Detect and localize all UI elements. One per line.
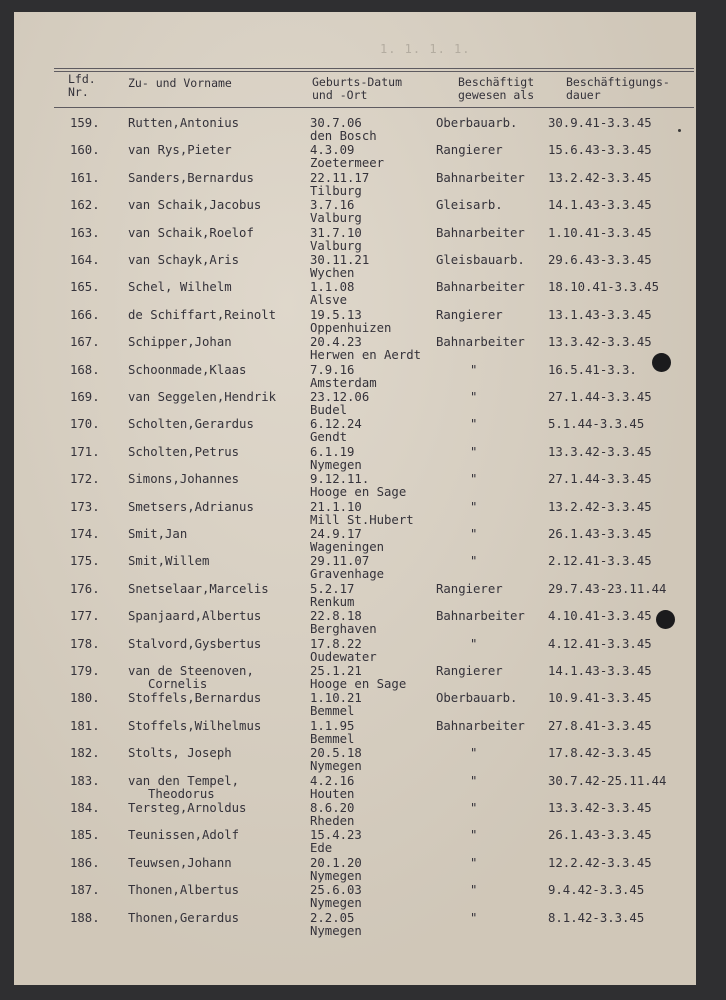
birth-date: 17.8.22 (310, 636, 362, 651)
birth-place: Nymegen (310, 923, 362, 938)
birth-date: 5.2.17 (310, 581, 355, 596)
punch-hole-top (652, 353, 671, 372)
occupation: " (470, 499, 478, 514)
row-number: 178. (70, 636, 100, 651)
employment-duration: 8.1.42-3.3.45 (548, 910, 645, 925)
person-name: Tersteg,Arnoldus (128, 801, 247, 815)
occupation: " (470, 773, 478, 788)
birth-place: Zoetermeer (310, 156, 385, 171)
birth-date: 20.1.20 (310, 855, 362, 870)
birth-place: Tilburg (310, 183, 362, 198)
header-job: Beschäftigt gewesen als (458, 75, 535, 102)
birth-date: 4.3.09 (310, 143, 355, 158)
row-number: 183. (70, 773, 100, 788)
birth-date: 31.7.10 (310, 225, 362, 240)
person-name: Scholten,Gerardus (128, 417, 254, 432)
birth-date: 1.10.21 (310, 691, 362, 706)
occupation: " (470, 910, 478, 925)
employment-duration: 27.1.44-3.3.45 (548, 472, 652, 487)
employment-duration: 17.8.42-3.3.45 (548, 746, 652, 761)
birth-place: Valburg (310, 211, 362, 226)
occupation: " (470, 362, 478, 377)
birth-place: Amsterdam (310, 375, 377, 390)
birth-place: Alsve (310, 293, 348, 308)
occupation: Rangierer (436, 664, 503, 678)
occupation: Bahnarbeiter (436, 225, 525, 240)
birth-date: 21.1.10 (310, 499, 362, 514)
birth-date: 20.4.23 (310, 335, 362, 350)
birth-place: Oppenhuizen (310, 320, 392, 335)
person-name: van Seggelen,Hendrik (128, 390, 277, 404)
birth-date: 22.8.18 (310, 609, 362, 624)
occupation: Bahnarbeiter (436, 718, 525, 733)
employment-duration: 26.1.43-3.3.45 (548, 527, 652, 541)
occupation: Bahnarbeiter (436, 170, 525, 185)
employment-duration: 16.5.41-3.3. (548, 362, 637, 377)
row-number: 175. (70, 554, 100, 569)
row-number: 168. (70, 362, 100, 377)
birth-date: 24.9.17 (310, 527, 362, 541)
person-name-continued: Cornelis (148, 677, 208, 691)
employment-duration: 29.7.43-23.11.44 (548, 581, 667, 596)
birth-place: Valburg (310, 238, 362, 253)
occupation: " (470, 554, 478, 569)
birth-place: Ede (310, 841, 333, 856)
row-number: 188. (70, 910, 100, 925)
employment-duration: 12.2.42-3.3.45 (548, 855, 652, 870)
occupation: " (470, 444, 478, 459)
row-number: 182. (70, 746, 100, 761)
birth-place: Rheden (310, 814, 355, 828)
person-name: van Schayk,Aris (128, 253, 240, 267)
birth-date: 7.9.16 (310, 362, 355, 377)
birth-date: 6.12.24 (310, 417, 362, 432)
birth-place: Houten (310, 786, 355, 801)
header-bottom-rule (54, 107, 694, 108)
row-number: 180. (70, 691, 100, 706)
employment-duration: 2.12.41-3.3.45 (548, 554, 652, 569)
employment-duration: 13.1.43-3.3.45 (548, 307, 652, 322)
person-name: Stalvord,Gysbertus (128, 636, 262, 651)
person-name: Thonen,Gerardus (128, 910, 240, 925)
person-name: Simons,Johannes (128, 472, 240, 487)
row-number: 179. (70, 664, 100, 678)
birth-place: Nymegen (310, 457, 362, 472)
person-name: Stoffels,Wilhelmus (128, 718, 262, 733)
birth-place: Wageningen (310, 540, 385, 554)
birth-date: 19.5.13 (310, 307, 362, 322)
occupation: Rangierer (436, 143, 503, 158)
person-name: Scholten,Petrus (128, 444, 240, 459)
person-name: Snetselaar,Marcelis (128, 581, 269, 596)
row-number: 169. (70, 390, 100, 404)
birth-date: 29.11.07 (310, 554, 370, 569)
header-name: Zu- und Vorname (128, 76, 232, 90)
birth-place: Nymegen (310, 868, 362, 883)
birth-date: 25.6.03 (310, 883, 362, 898)
person-name: Sanders,Bernardus (128, 170, 254, 185)
birth-date: 30.7.06 (310, 116, 362, 130)
person-name: van de Steenoven, (128, 664, 254, 678)
employment-duration: 5.1.44-3.3.45 (548, 417, 645, 432)
faint-stamp: 1. 1. 1. 1. (380, 42, 471, 56)
person-name-continued: Theodorus (148, 786, 215, 801)
row-number: 173. (70, 499, 100, 514)
row-number: 185. (70, 828, 100, 843)
employment-duration: 13.3.42-3.3.45 (548, 444, 652, 459)
employment-duration: 18.10.41-3.3.45 (548, 280, 660, 295)
employment-duration: 1.10.41-3.3.45 (548, 225, 652, 240)
person-name: Teunissen,Adolf (128, 828, 240, 843)
birth-date: 1.1.95 (310, 718, 355, 733)
employment-duration: 4.10.41-3.3.45 (548, 609, 652, 624)
birth-place: Budel (310, 403, 348, 417)
employment-duration: 15.6.43-3.3.45 (548, 143, 652, 158)
occupation: " (470, 417, 478, 432)
employment-duration: 10.9.41-3.3.45 (548, 691, 652, 706)
person-name: Schoonmade,Klaas (128, 362, 247, 377)
occupation: Bahnarbeiter (436, 280, 525, 295)
employment-duration: 26.1.43-3.3.45 (548, 828, 652, 843)
header-top-rule (54, 68, 694, 69)
header-duration: Beschäftigungs- dauer (566, 75, 670, 102)
row-number: 172. (70, 472, 100, 487)
birth-place: Nymegen (310, 896, 362, 911)
birth-date: 23.12.06 (310, 390, 370, 404)
row-number: 174. (70, 527, 100, 541)
occupation: " (470, 636, 478, 651)
person-name: van Rys,Pieter (128, 143, 232, 158)
person-name: Schel, Wilhelm (128, 280, 232, 295)
occupation: " (470, 828, 478, 843)
table-row (14, 911, 696, 965)
occupation: Rangierer (436, 581, 503, 596)
birth-date: 30.11.21 (310, 253, 370, 267)
employment-duration: 13.2.42-3.3.45 (548, 499, 652, 514)
punch-hole-bottom (656, 610, 675, 629)
person-name: Smit,Jan (128, 527, 188, 541)
employment-duration: 13.2.42-3.3.45 (548, 170, 652, 185)
occupation: " (470, 390, 478, 404)
row-number: 177. (70, 609, 100, 624)
birth-date: 20.5.18 (310, 746, 362, 761)
birth-date: 8.6.20 (310, 801, 355, 815)
row-number: 167. (70, 335, 100, 350)
person-name: van den Tempel, (128, 773, 240, 788)
occupation: " (470, 883, 478, 898)
occupation: " (470, 527, 478, 541)
occupation: " (470, 746, 478, 761)
birth-date: 1.1.08 (310, 280, 355, 295)
person-name: Stolts, Joseph (128, 746, 232, 761)
row-number: 181. (70, 718, 100, 733)
occupation: Bahnarbeiter (436, 335, 525, 350)
row-number: 186. (70, 855, 100, 870)
occupation: " (470, 801, 478, 815)
employment-duration: 30.7.42-25.11.44 (548, 773, 667, 788)
ink-speck (678, 129, 681, 132)
birth-date: 9.12.11. (310, 472, 370, 487)
birth-place: Bemmel (310, 704, 355, 719)
row-number: 165. (70, 280, 100, 295)
employment-duration: 27.1.44-3.3.45 (548, 390, 652, 404)
person-name: Smetsers,Adrianus (128, 499, 254, 514)
employment-duration: 14.1.43-3.3.45 (548, 664, 652, 678)
employment-duration: 13.3.42-3.3.45 (548, 801, 652, 815)
birth-place: Herwen en Aerdt (310, 348, 422, 363)
employment-duration: 9.4.42-3.3.45 (548, 883, 645, 898)
person-name: Stoffels,Bernardus (128, 691, 262, 706)
header-top-rule-double (54, 71, 694, 72)
birth-date: 3.7.16 (310, 198, 355, 213)
row-number: 176. (70, 581, 100, 596)
header-birth: Geburts-Datum und -Ort (312, 75, 403, 102)
person-name: Schipper,Johan (128, 335, 232, 350)
occupation: Oberbauarb. (436, 691, 518, 706)
row-number: 184. (70, 801, 100, 815)
employment-duration: 30.9.41-3.3.45 (548, 116, 652, 130)
person-name: Spanjaard,Albertus (128, 609, 262, 624)
person-name: Rutten,Antonius (128, 116, 240, 130)
occupation: " (470, 855, 478, 870)
occupation: Rangierer (436, 307, 503, 322)
birth-date: 6.1.19 (310, 444, 355, 459)
birth-place: Oudewater (310, 649, 377, 664)
occupation: Bahnarbeiter (436, 609, 525, 624)
birth-date: 25.1.21 (310, 664, 362, 678)
occupation: Oberbauarb. (436, 116, 518, 130)
birth-place: Berghaven (310, 622, 377, 637)
person-name: van Schaik,Roelof (128, 225, 254, 240)
person-name: van Schaik,Jacobus (128, 198, 262, 213)
birth-place: Renkum (310, 594, 355, 609)
birth-place: den Bosch (310, 129, 377, 143)
birth-place: Bemmel (310, 731, 355, 746)
employment-duration: 14.1.43-3.3.45 (548, 198, 652, 213)
birth-place: Hooge en Sage (310, 677, 407, 691)
birth-date: 2.2.05 (310, 910, 355, 925)
row-number: 161. (70, 170, 100, 185)
header-nr: Lfd. Nr. (68, 72, 96, 99)
row-number: 162. (70, 198, 100, 213)
row-number: 159. (70, 116, 100, 130)
birth-place: Nymegen (310, 759, 362, 774)
row-number: 187. (70, 883, 100, 898)
birth-date: 22.11.17 (310, 170, 370, 185)
person-name: Teuwsen,Johann (128, 855, 232, 870)
row-number: 170. (70, 417, 100, 432)
birth-place: Hooge en Sage (310, 485, 407, 500)
birth-date: 15.4.23 (310, 828, 362, 843)
row-number: 164. (70, 253, 100, 267)
row-number: 160. (70, 143, 100, 158)
employment-duration: 27.8.41-3.3.45 (548, 718, 652, 733)
row-number: 163. (70, 225, 100, 240)
person-name: Thonen,Albertus (128, 883, 240, 898)
occupation: Gleisbauarb. (436, 253, 525, 267)
birth-place: Wychen (310, 266, 355, 280)
employment-duration: 13.3.42-3.3.45 (548, 335, 652, 350)
birth-place: Gendt (310, 430, 348, 445)
row-number: 171. (70, 444, 100, 459)
person-name: Smit,Willem (128, 554, 210, 569)
person-name: de Schiffart,Reinolt (128, 307, 277, 322)
birth-date: 4.2.16 (310, 773, 355, 788)
document-page (14, 12, 696, 985)
employment-duration: 29.6.43-3.3.45 (548, 253, 652, 267)
row-number: 166. (70, 307, 100, 322)
occupation: " (470, 472, 478, 487)
occupation: Gleisarb. (436, 198, 503, 213)
birth-place: Mill St.Hubert (310, 512, 414, 527)
birth-place: Gravenhage (310, 567, 385, 582)
employment-duration: 4.12.41-3.3.45 (548, 636, 652, 651)
